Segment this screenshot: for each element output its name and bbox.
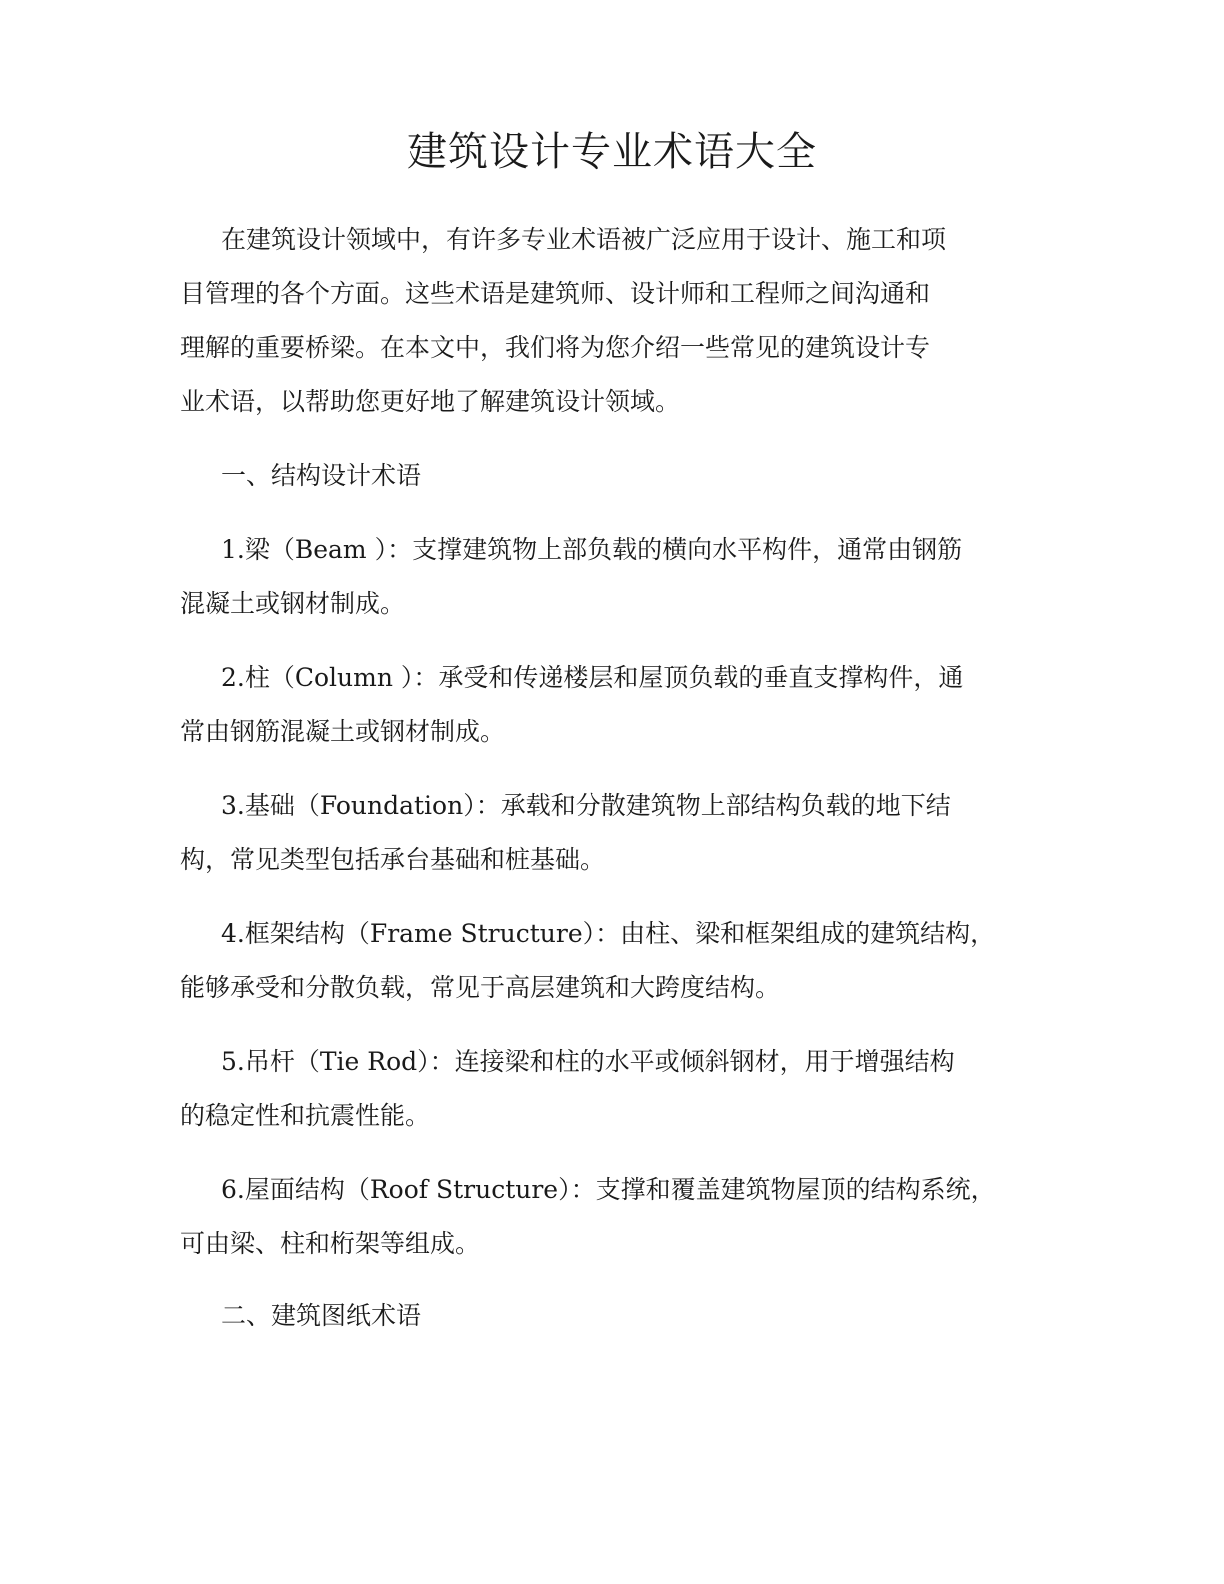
term-column-line-2: 常由钢筋混凝土或钢材制成。 [180,717,506,746]
document-title: 建筑设计专业术语大全 [407,129,817,175]
term-column-line-1: 2.柱（Column ）：承受和传递楼层和屋顶负载的垂直支撑构件，通 [221,663,964,692]
term-beam-line-2: 混凝土或钢材制成。 [180,589,406,618]
term-roof-structure-line-1: 6.屋面结构（Roof Structure）：支撑和覆盖建筑物屋顶的结构系统， [221,1175,996,1204]
term-beam-line-1: 1.梁（Beam ）：支撑建筑物上部负载的横向水平构件，通常由钢筋 [221,535,963,564]
section-heading-drawings: 二、建筑图纸术语 [221,1301,422,1330]
term-tie-rod-line-1: 5.吊杆（Tie Rod）：连接梁和柱的水平或倾斜钢材，用于增强结构 [221,1047,955,1076]
intro-line-3: 理解的重要桥梁。在本文中，我们将为您介绍一些常见的建筑设计专 [180,333,931,362]
intro-line-4: 业术语，以帮助您更好地了解建筑设计领域。 [180,387,681,416]
term-roof-structure-line-2: 可由梁、柱和桁架等组成。 [180,1229,481,1258]
term-foundation-line-1: 3.基础（Foundation）：承载和分散建筑物上部结构负载的地下结 [221,791,951,820]
term-tie-rod-line-2: 的稳定性和抗震性能。 [180,1101,431,1130]
section-heading-structure: 一、结构设计术语 [221,461,422,490]
term-frame-structure-line-2: 能够承受和分散负载，常见于高层建筑和大跨度结构。 [180,973,781,1002]
term-foundation-line-2: 构，常见类型包括承台基础和桩基础。 [180,845,606,874]
intro-line-2: 目管理的各个方面。这些术语是建筑师、设计师和工程师之间沟通和 [180,279,931,308]
intro-line-1: 在建筑设计领域中，有许多专业术语被广泛应用于设计、施工和项 [221,225,947,254]
term-frame-structure-line-1: 4.框架结构（Frame Structure）：由柱、梁和框架组成的建筑结构， [221,919,996,948]
